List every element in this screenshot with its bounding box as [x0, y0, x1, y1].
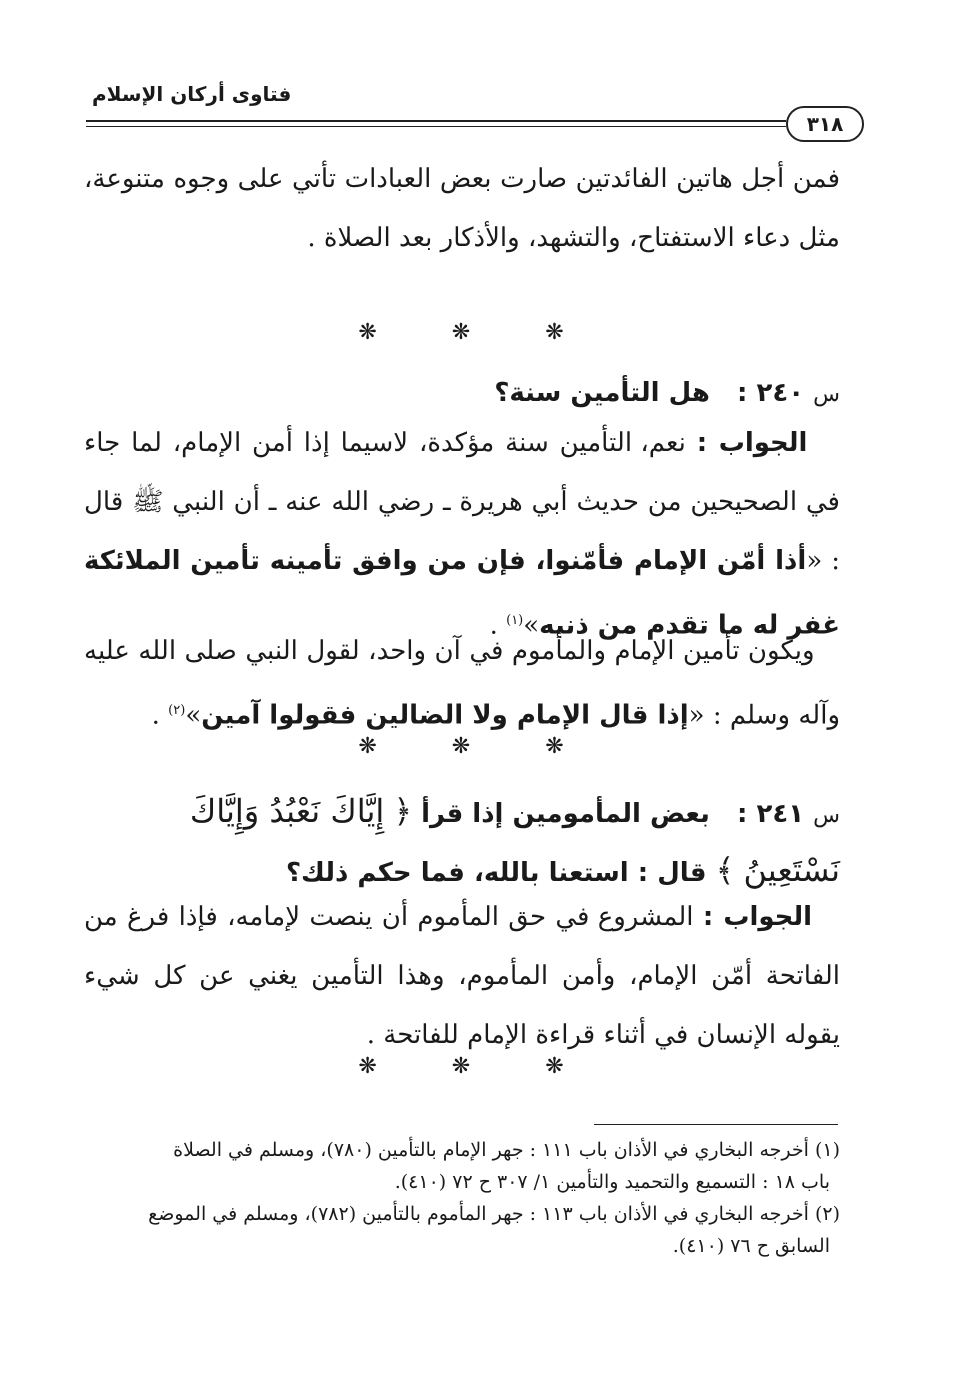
running-header-title: فتاوى أركان الإسلام — [92, 82, 292, 106]
footnote-ref-1: (١) — [506, 613, 524, 628]
question-marker: س — [813, 382, 840, 407]
question-text: بعض المأمومين إذا قرأ — [421, 799, 710, 829]
section-separator: ❋ ❋ ❋ — [358, 734, 598, 759]
footnote-2-line-2: السابق ح ٧٦ (٤١٠). — [672, 1235, 830, 1257]
question-number: ٢٤٠ : — [737, 378, 805, 408]
answer-text: المشروع في حق المأموم أن ينصت لإمامه، فإذا فرغ من الفاتحة أمّن الإمام، وأمن المأموم، وهذا التأمين يغني عن كل شيء يقوله الإنسان في أثناء قراءة الإمام للفاتحة . — [84, 902, 840, 1050]
footnote-2-line-1: (٢) أخرجه البخاري في الأذان باب ١١٣ : جهر المأموم بالتأمين (٧٨٢)، ومسلم في الموضع — [148, 1203, 840, 1225]
question-text-end: قال : استعنا بالله، فما حكم ذلك؟ — [285, 858, 707, 888]
quran-bracket-open: ﴿ — [393, 792, 413, 830]
header-rule-thin — [86, 126, 786, 127]
answer-text: ويكون تأمين الإمام والمأموم في آن واحد، لقول النبي صلى الله عليه وآله وسلم : « — [84, 636, 840, 731]
hadith-quote: إذا قال الإمام ولا الضالين فقولوا آمين — [201, 700, 689, 731]
question-number: ٢٤١ : — [737, 799, 805, 829]
hadith-quote: أذا أمّن الإمام فأمّنوا، فإن من وافق تأمينه تأمين الملائكة غفر له ما تقدم من ذنبه — [84, 546, 840, 641]
punctuation: . — [151, 700, 169, 731]
footnote-1-line-2: باب ١٨ : التسميع والتحميد والتأمين ١/ ٣٠٧ ح ٧٢ (٤١٠). — [394, 1171, 830, 1193]
quote-close: » — [185, 700, 202, 731]
answer-label: الجواب : — [696, 428, 808, 458]
answer-text: نعم، التأمين سنة مؤكدة، لاسيما إذا أمن الإمام، لما جاء في الصحيحين من حديث أبي هريرة ـ رضي الله عنه ـ أن النبي ﷺ قال : « — [84, 428, 840, 576]
quran-bracket-close: ﴾ — [715, 851, 735, 889]
answer-label: الجواب : — [702, 902, 813, 932]
footnote-1-line-1: (١) أخرجه البخاري في الأذان باب ١١١ : جهر الإمام بالتأمين (٧٨٠)، ومسلم في الصلاة — [173, 1139, 840, 1161]
section-separator: ❋ ❋ ❋ — [358, 1054, 598, 1079]
footnote-rule — [594, 1124, 838, 1125]
section-separator: ❋ ❋ ❋ — [358, 320, 598, 345]
answer-240-paragraph — [84, 414, 840, 656]
intro-paragraph: فمن أجل هاتين الفائدتين صارت بعض العبادات تأتي على وجوه متنوعة، مثل دعاء الاستفتاح، والتشهد، والأذكار بعد الصلاة . — [84, 164, 840, 253]
footnotes — [84, 1134, 840, 1262]
answer-241-paragraph — [84, 888, 840, 1065]
answer-240-paragraph-2 — [84, 622, 840, 746]
question-marker: س — [813, 803, 840, 828]
punctuation: . — [489, 610, 507, 641]
quote-close: » — [523, 610, 540, 641]
question-text: هل التأمين سنة؟ — [494, 378, 710, 408]
page-number: ٣١٨ — [786, 106, 864, 142]
footnote-ref-2: (٢) — [168, 703, 186, 718]
quran-verse: إِيَّاكَ نَعْبُدُ وَإِيَّاكَ نَسْتَعِينُ — [189, 792, 840, 889]
question-241 — [84, 784, 840, 900]
header-rule — [86, 120, 786, 122]
